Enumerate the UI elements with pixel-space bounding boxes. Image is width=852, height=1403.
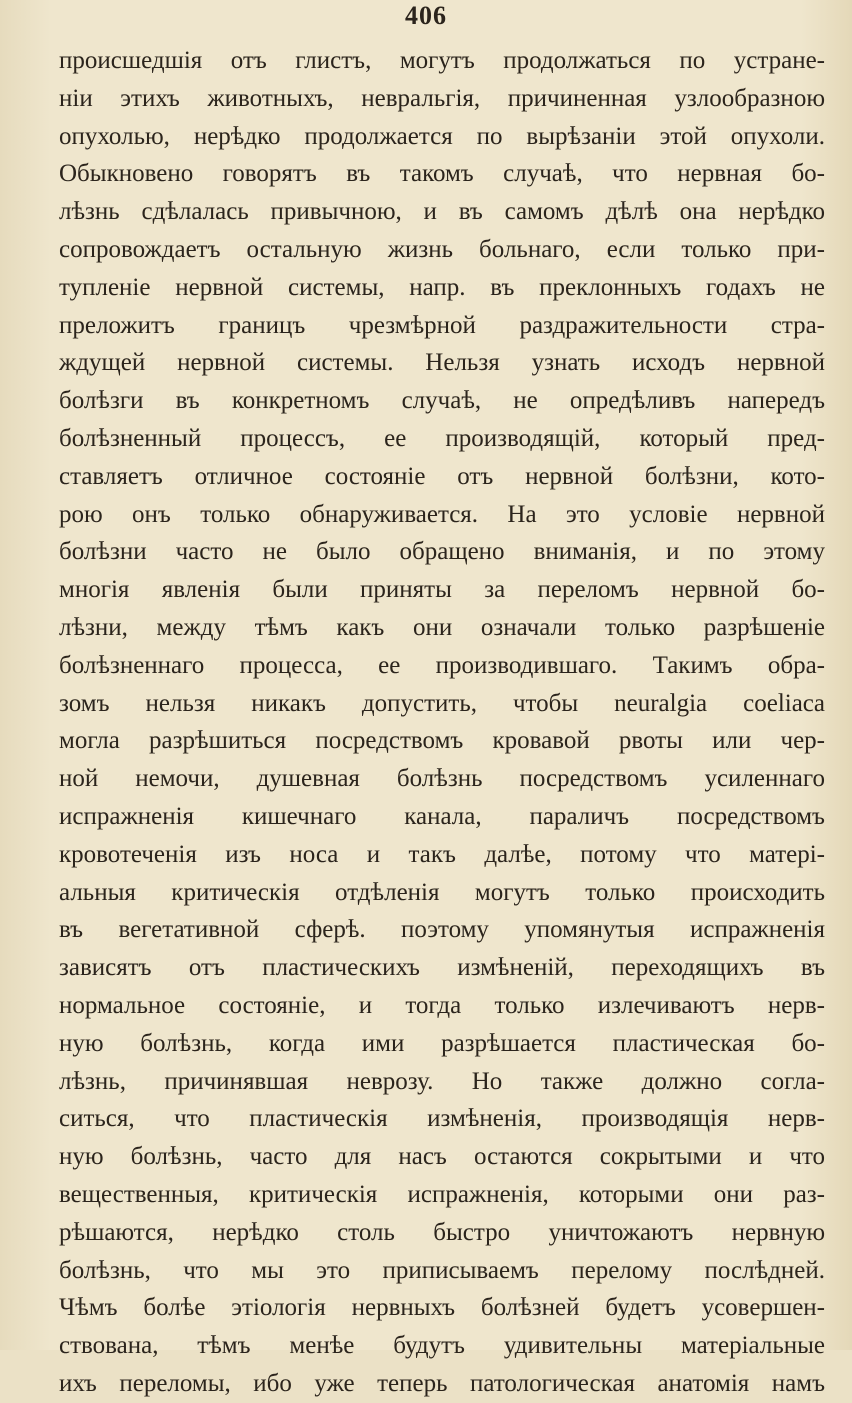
text-line: сопровождаетъ остальную жизнь больнаго, если только при- — [59, 235, 825, 263]
text-line: ставляетъ отличное состояніе отъ нервной болѣзни, кото- — [59, 462, 825, 490]
text-line: въ вегетативной сферѣ. поэтому упомянутыя испражненія — [59, 916, 825, 944]
text-line: опухолью, нерѣдко продолжается по вырѣзаніи этой опухоли. — [59, 122, 825, 150]
text-line: болѣзни часто не было обращено вниманія, и по этому — [59, 538, 825, 566]
text-line: тупленіе нервной системы, напр. въ преклонныхъ годахъ не — [59, 273, 825, 301]
text-line: многія явленія были приняты за переломъ нервной бо- — [59, 576, 825, 604]
text-line: болѣзги въ конкретномъ случаѣ, не опредѣливъ напередъ — [59, 387, 825, 415]
text-line: ную болѣзнь, когда ими разрѣшается пластическая бо- — [59, 1029, 825, 1057]
text-line: рою онъ только обнаруживается. На это условіе нервной — [59, 500, 825, 528]
text-line: ную болѣзнь, часто для насъ остаются сокрытыми и что — [59, 1143, 825, 1171]
text-line: преложитъ границъ чрезмѣрной раздражительности стра- — [59, 311, 825, 339]
text-line: испражненія кишечнаго канала, параличъ посредствомъ — [59, 802, 825, 830]
text-line: зависятъ отъ пластическихъ измѣненій, переходящихъ въ — [59, 954, 825, 982]
text-line: болѣзненный процессъ, ее производящій, который пред- — [59, 424, 825, 452]
text-line: лѣзнь сдѣлалась привычною, и въ самомъ дѣлѣ она нерѣдко — [59, 198, 825, 226]
page-number: 406 — [405, 1, 447, 30]
text-line: ніи этихъ животныхъ, невральгія, причиненная узлообразною — [59, 84, 825, 112]
text-line: Чѣмъ болѣе этіологія нервныхъ болѣзней будетъ усовершен- — [59, 1294, 825, 1322]
text-line: Обыкновено говорятъ въ такомъ случаѣ, что нервная бо- — [59, 160, 825, 188]
text-line: болѣзнь, что мы это приписываемъ перелому послѣдней. — [59, 1256, 825, 1284]
text-line: ждущей нервной системы. Нельзя узнать исходъ нервной — [59, 349, 825, 377]
text-line: ной немочи, душевная болѣзнь посредствомъ усиленнаго — [59, 765, 825, 793]
text-line: происшедшія отъ глистъ, могутъ продолжаться по устране- — [59, 47, 825, 74]
text-line: рѣшаются, нерѣдко столь быстро уничтожаютъ нервную — [59, 1218, 825, 1246]
text-line: зомъ нельзя никакъ допустить, чтобы neuralgia coeliaca — [59, 689, 825, 717]
text-line: альныя критическія отдѣленія могутъ только происходить — [59, 878, 825, 906]
body-text — [59, 42, 825, 1403]
text-line: ситься, что пластическія измѣненія, производящія нерв- — [59, 1105, 825, 1133]
text-line: лѣзни, между тѣмъ какъ они означали только разрѣшеніе — [59, 613, 825, 641]
text-line: болѣзненнаго процесса, ее производившаго. Такимъ обра- — [59, 651, 825, 679]
text-line: кровотеченія изъ носа и такъ далѣе, потому что матері- — [59, 840, 825, 868]
text-line: могла разрѣшиться посредствомъ кровавой рвоты или чер- — [59, 727, 825, 755]
text-line: ихъ переломы, ибо уже теперь патологическая анатомія намъ — [59, 1369, 825, 1397]
text-line: ствована, тѣмъ менѣе будутъ удивительны матеріальные — [59, 1332, 825, 1360]
text-line: лѣзнь, причинявшая неврозу. Но также должно согла- — [59, 1067, 825, 1095]
text-line: вещественныя, критическія испражненія, которыми они раз- — [59, 1180, 825, 1208]
text-line: нормальное состояніе, и тогда только излечиваютъ нерв- — [59, 991, 825, 1019]
